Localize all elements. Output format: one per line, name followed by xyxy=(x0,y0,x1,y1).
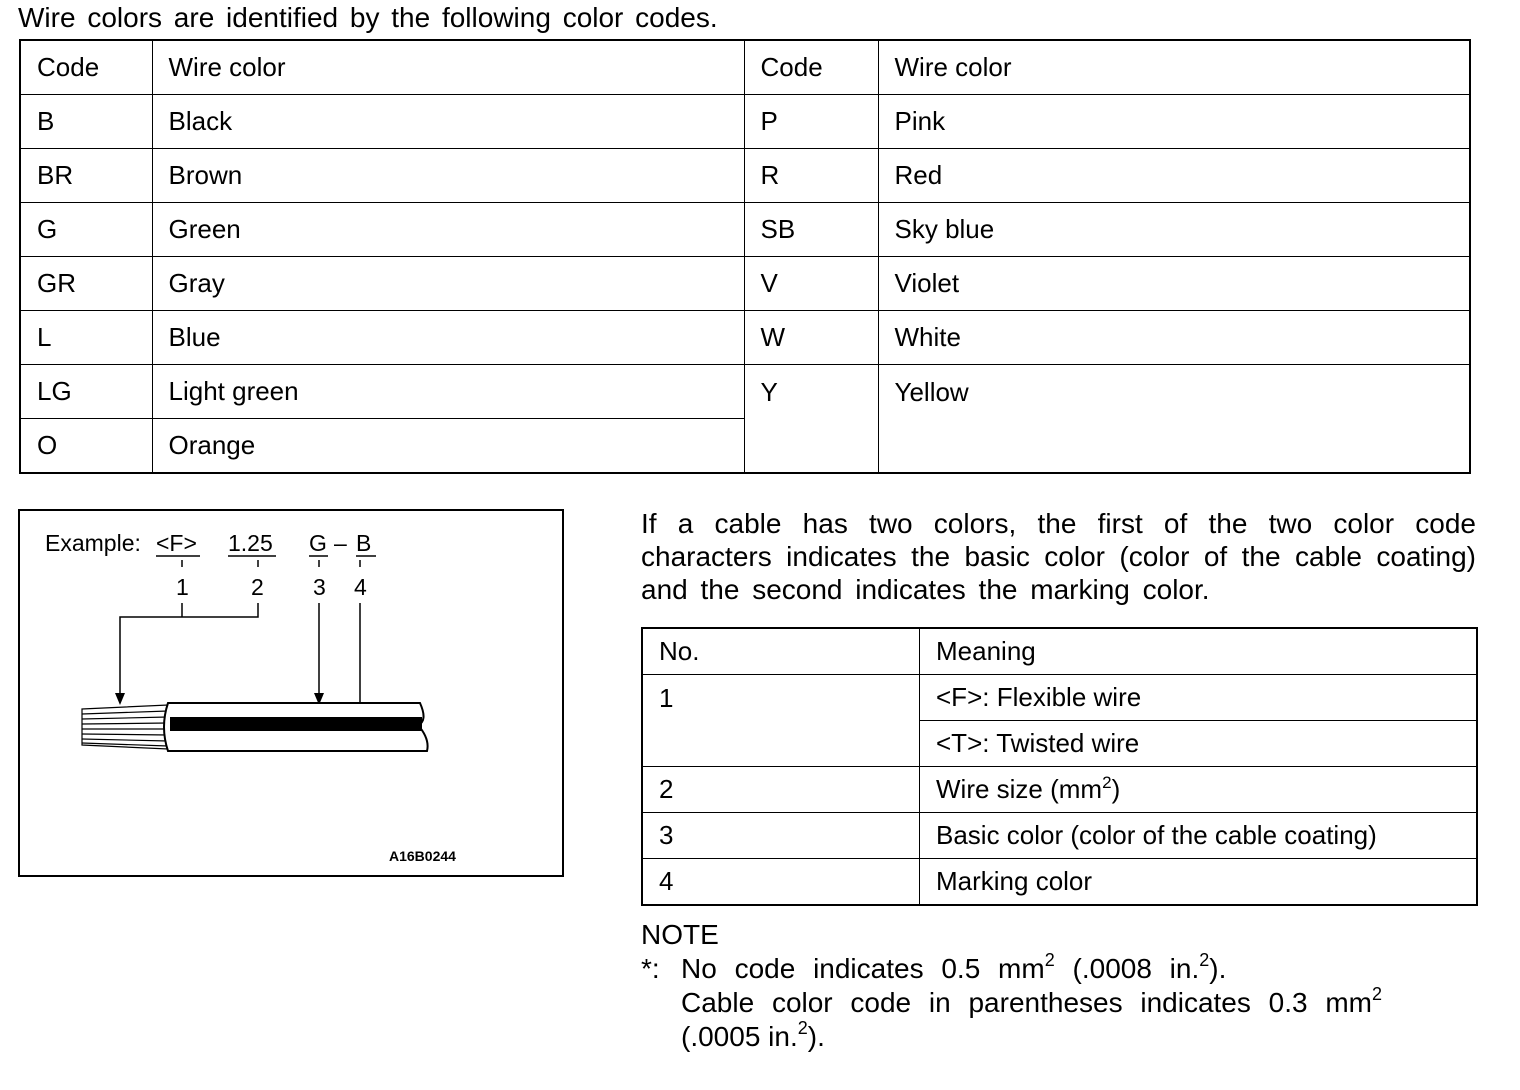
note-line xyxy=(641,986,1382,1020)
color-cell: Pink xyxy=(878,95,1470,149)
note-line xyxy=(641,952,1382,986)
color-cell: Orange xyxy=(152,419,744,474)
meaning-cell: Marking color xyxy=(920,859,1478,906)
table-row xyxy=(20,149,1470,203)
figure-id: A16B0244 xyxy=(389,848,456,864)
color-cell: Red xyxy=(878,149,1470,203)
code-cell: G xyxy=(20,203,152,257)
table-row xyxy=(642,767,1477,813)
wire-diagram-graphic xyxy=(20,511,566,879)
meaning-table xyxy=(641,627,1478,906)
header-wire-color: Wire color xyxy=(878,40,1470,95)
code-cell: BR xyxy=(20,149,152,203)
code-cell: SB xyxy=(744,203,878,257)
table-row xyxy=(642,675,1477,721)
code-cell: GR xyxy=(20,257,152,311)
example-part-f: <F> xyxy=(156,530,197,556)
header-code: Code xyxy=(744,40,878,95)
superscript: 2 xyxy=(1102,773,1112,792)
note-text xyxy=(681,952,1226,986)
code-cell: O xyxy=(20,419,152,474)
table-header-row xyxy=(20,40,1470,95)
meaning-cell: <T>: Twisted wire xyxy=(920,721,1478,767)
color-codes-table xyxy=(19,39,1471,474)
code-cell: P xyxy=(744,95,878,149)
paragraph-line: If a cable has two colors, the first of the two color code xyxy=(641,508,1476,539)
color-cell: Yellow xyxy=(878,365,1470,474)
header-no: No. xyxy=(642,628,920,675)
superscript: 2 xyxy=(1199,950,1210,970)
color-cell: Brown xyxy=(152,149,744,203)
code-cell: LG xyxy=(20,365,152,419)
table-row xyxy=(20,203,1470,257)
color-cell: Blue xyxy=(152,311,744,365)
note-text-part: (.0008 in. xyxy=(1054,953,1200,984)
table-header-row xyxy=(642,628,1477,675)
superscript: 2 xyxy=(797,1018,808,1038)
table-row xyxy=(20,365,1470,419)
color-cell: Gray xyxy=(152,257,744,311)
paragraph-line: characters indicates the basic color (color of the cable coating) xyxy=(641,541,1476,572)
example-part-marking: B xyxy=(356,530,372,556)
no-cell: 2 xyxy=(642,767,920,813)
number-1: 1 xyxy=(176,574,189,600)
color-cell: White xyxy=(878,311,1470,365)
note-text-part: (.0005 in. xyxy=(681,1021,798,1052)
color-cell: Violet xyxy=(878,257,1470,311)
note-title: NOTE xyxy=(641,919,719,950)
color-cell: Green xyxy=(152,203,744,257)
note-text-part: ). xyxy=(1209,953,1227,984)
note-marker: *: xyxy=(641,953,660,984)
note-section xyxy=(641,918,1382,1054)
code-cell: V xyxy=(744,257,878,311)
meaning-text: Wire size (mm xyxy=(936,774,1103,804)
number-4: 4 xyxy=(354,574,367,600)
no-cell: 1 xyxy=(642,675,920,767)
number-2: 2 xyxy=(251,574,264,600)
example-part-basic: G xyxy=(309,530,327,556)
note-text-part: No code indicates 0.5 mm xyxy=(681,953,1045,984)
color-cell: Light green xyxy=(152,365,744,419)
code-cell: L xyxy=(20,311,152,365)
code-cell: B xyxy=(20,95,152,149)
number-3: 3 xyxy=(313,574,326,600)
no-cell: 3 xyxy=(642,813,920,859)
wire-example-diagram xyxy=(18,509,564,877)
table-row xyxy=(642,859,1477,906)
table-row xyxy=(20,95,1470,149)
example-part-size: 1.25 xyxy=(228,530,273,556)
code-cell: W xyxy=(744,311,878,365)
code-cell: R xyxy=(744,149,878,203)
no-cell: 4 xyxy=(642,859,920,906)
meaning-cell: Basic color (color of the cable coating) xyxy=(920,813,1478,859)
superscript: 2 xyxy=(1044,950,1055,970)
intro-text: Wire colors are identified by the following color codes. xyxy=(18,2,718,33)
meaning-text: ) xyxy=(1111,774,1121,804)
meaning-cell: <F>: Flexible wire xyxy=(920,675,1478,721)
color-cell: Sky blue xyxy=(878,203,1470,257)
header-meaning: Meaning xyxy=(920,628,1478,675)
color-cell: Black xyxy=(152,95,744,149)
table-row xyxy=(20,311,1470,365)
meaning-cell xyxy=(920,767,1478,813)
example-label: Example: xyxy=(45,530,141,556)
two-color-paragraph xyxy=(641,507,1476,606)
example-part-dash: – xyxy=(334,530,347,556)
superscript: 2 xyxy=(1372,984,1383,1004)
note-text-part: Cable color code in parentheses indicates 0.3 mm xyxy=(681,987,1373,1018)
note-line xyxy=(641,1020,1382,1054)
paragraph-line: and the second indicates the marking color. xyxy=(641,574,1210,605)
header-code: Code xyxy=(20,40,152,95)
header-wire-color: Wire color xyxy=(152,40,744,95)
code-cell: Y xyxy=(744,365,878,474)
table-row xyxy=(642,813,1477,859)
table-row xyxy=(20,257,1470,311)
note-text-part: ). xyxy=(807,1021,825,1052)
